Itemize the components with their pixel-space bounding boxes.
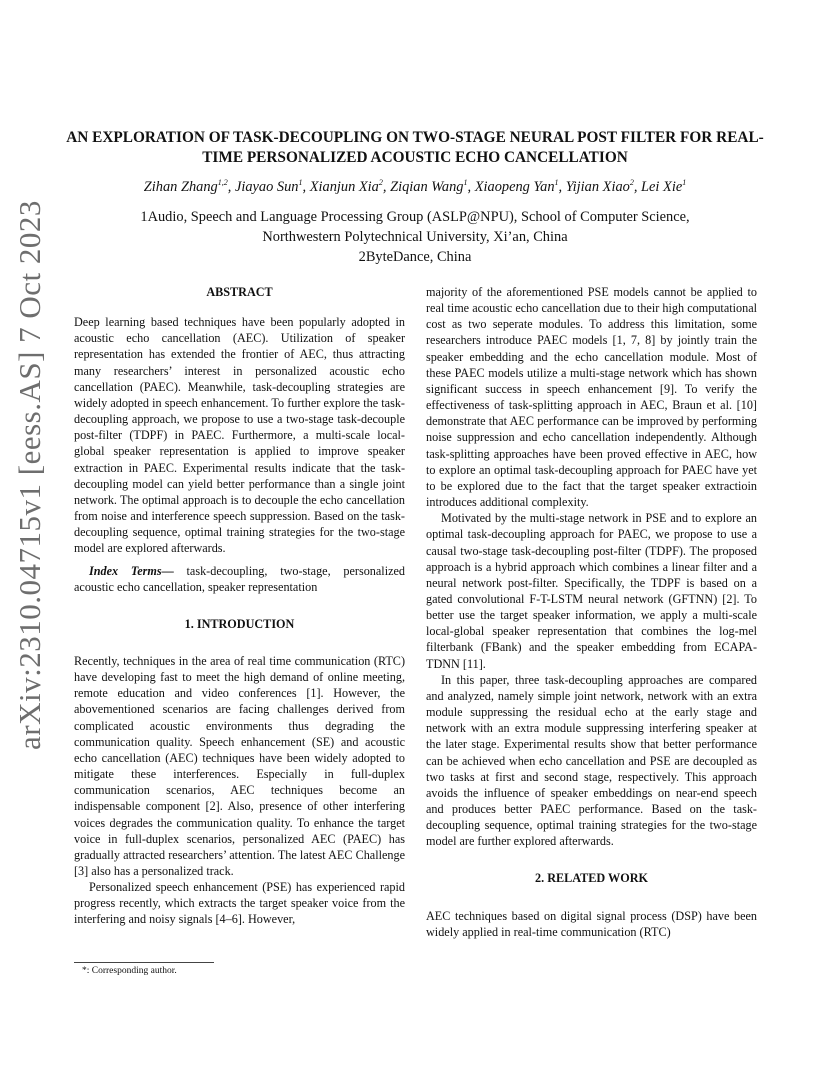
author-list: Zihan Zhang$^{1,2}$, Jiayao Sun$^1$, Xianjun Xia$^2$, Ziqian Wang$^1$, Xiaopeng Yan$^1$, Yijian Xiao$^2$, Lei Xie$^1$ — [143, 178, 687, 195]
affiliations — [60, 207, 770, 267]
abstract-heading: ABSTRACT — [206, 285, 273, 299]
index-terms — [74, 563, 405, 595]
paper-title: AN EXPLORATION OF TASK-DECOUPLING ON TWO-STAGE NEURAL POST FILTER FOR REAL-TIME PERSONALIZED ACOUSTIC ECHO CANCELLATION — [66, 129, 764, 166]
arxiv-identifier: arXiv:2310.04715v1 [eess.AS] 7 Oct 2023 — [12, 200, 47, 750]
footnote-rule — [74, 962, 214, 963]
intro-paragraph-2: Personalized speech enhancement (PSE) has experienced rapid progress recently, which extracts the target speaker voice from the interfering and noisy signals [4–6]. However, — [74, 880, 405, 927]
abstract-text: Deep learning based techniques have been popularly adopted in acoustic echo cancellation (AEC). Utilization of speaker representation has extended the frontier of AEC, thus attracting many researchers’ interest in personalized acoustic echo cancellation (PAEC). Meanwhile, task-decoupling strategies are widely adopted in speech enhancement. To further explore the task-decoupling approach, we propose to use a two-stage task-decouple post-filter (TDPF) in PAEC. Furthermore, a multi-scale local-global speaker representation is applied to improve speaker extraction in PAEC. Experimental results indicate that the task-decoupling model can yield better performance than a single joint network. The optimal approach is to decouple the echo cancellation from noise and interference speech suppression. Based on the task-decoupling sequence, optimal training strategies for the two-stage model are explored afterwards. — [74, 315, 405, 556]
index-terms-label: Index Terms— — [89, 563, 174, 578]
intro-paragraph-4: Motivated by the multi-stage network in PSE and to explore an optimal task-decoupling approach for PAEC, we propose to use a causal two-stage task-decoupling post-filter (TDPF). The proposed approach is a hybrid approach which combines a linear filter and a neural network post-filter. Specifically, the TDPF is based on a gated convolutional F-T-LSTM neural network (GFTNN) [2]. To better use the target speaker information, we apply a multi-scale local-global speaker representation that combines the log-mel filterbank (FBank) and the speaker embedding from ECAPA-TDNN [11]. — [426, 511, 757, 671]
index-terms-text: task-decoupling, two-stage, personalized acoustic echo cancellation, speaker representation — [74, 563, 405, 594]
affiliation-line-3: 2ByteDance, China — [358, 249, 472, 265]
related-work-paragraph-1: AEC techniques based on digital signal process (DSP) have been widely applied in real-time communication (RTC) — [426, 908, 757, 939]
left-column — [74, 284, 405, 928]
affiliation-line-2: Northwestern Polytechnical University, Xi’an, China — [262, 229, 568, 245]
introduction-heading: 1. INTRODUCTION — [184, 616, 295, 631]
intro-paragraph-5: In this paper, three task-decoupling approaches are compared and analyzed, namely simple joint network, network with an extra module suppressing the residual echo at the early stage and network with an extra module suppressing interfering speaker at the later stage. Experimental results show that better performance can be achieved when echo cancellation and PSE are decoupled as two tasks at first and second stage, respectively. This approach avoids the influence of speaker embeddings on near-end speech and produces better PAEC performance. Based on the task-decoupling sequence, optimal training strategies for the two-stage model are further explored afterwards. — [426, 672, 757, 849]
right-column — [426, 284, 757, 940]
arxiv-side-label — [10, 200, 50, 750]
related-work-heading: 2. RELATED WORK — [535, 871, 648, 886]
footnote-text: *: Corresponding author. — [82, 966, 177, 976]
intro-paragraph-1: Recently, techniques in the area of real time communication (RTC) have developing fast to meet the high demand of online meeting, remote education and video conferences [1]. However, the abovementioned scenarios are facing challenges derived from complicated acoustic environments thus degrading the communication quality. Speech enhancement (SE) and acoustic echo cancellation (AEC) techniques have been widely adopted to mitigate these interferences. Especially in full-duplex communication scenarios, AEC techniques become an indispensable component [2]. Also, presence of other interfering voices degrades the communication quality. To enhance the target voice in full-duplex scenarios, personalized AEC (PAEC) has gradually attracted researchers’ attention. The latest AEC Challenge [3] also has a personalized track. — [74, 653, 405, 878]
affiliation-line-1: 1Audio, Speech and Language Processing Group (ASLP@NPU), School of Computer Science, — [140, 209, 690, 225]
intro-paragraph-3: majority of the aforementioned PSE models cannot be applied to real time acoustic echo cancellation due to their high computational cost as two seperate modules. To address this limitation, some researchers introduce PAEC models [1, 7, 8] by jointly train the speaker embedding and the echo cancellation module. Most of these PAEC models utilize a multi-stage network which has shown significant success in speech enhancement [9]. To verify the effectiveness of task-splitting approach in AEC, Braun et al. [10] demonstrate that AEC performance can be improved by performing noise suppression and echo cancellation independently. Although task-splitting approaches have been proved effective in AEC, how to explore an optimal task-decoupling approach for PAEC have yet to be explored due to the fact that the target speaker extractioin introduces additional complexity. — [426, 285, 757, 510]
